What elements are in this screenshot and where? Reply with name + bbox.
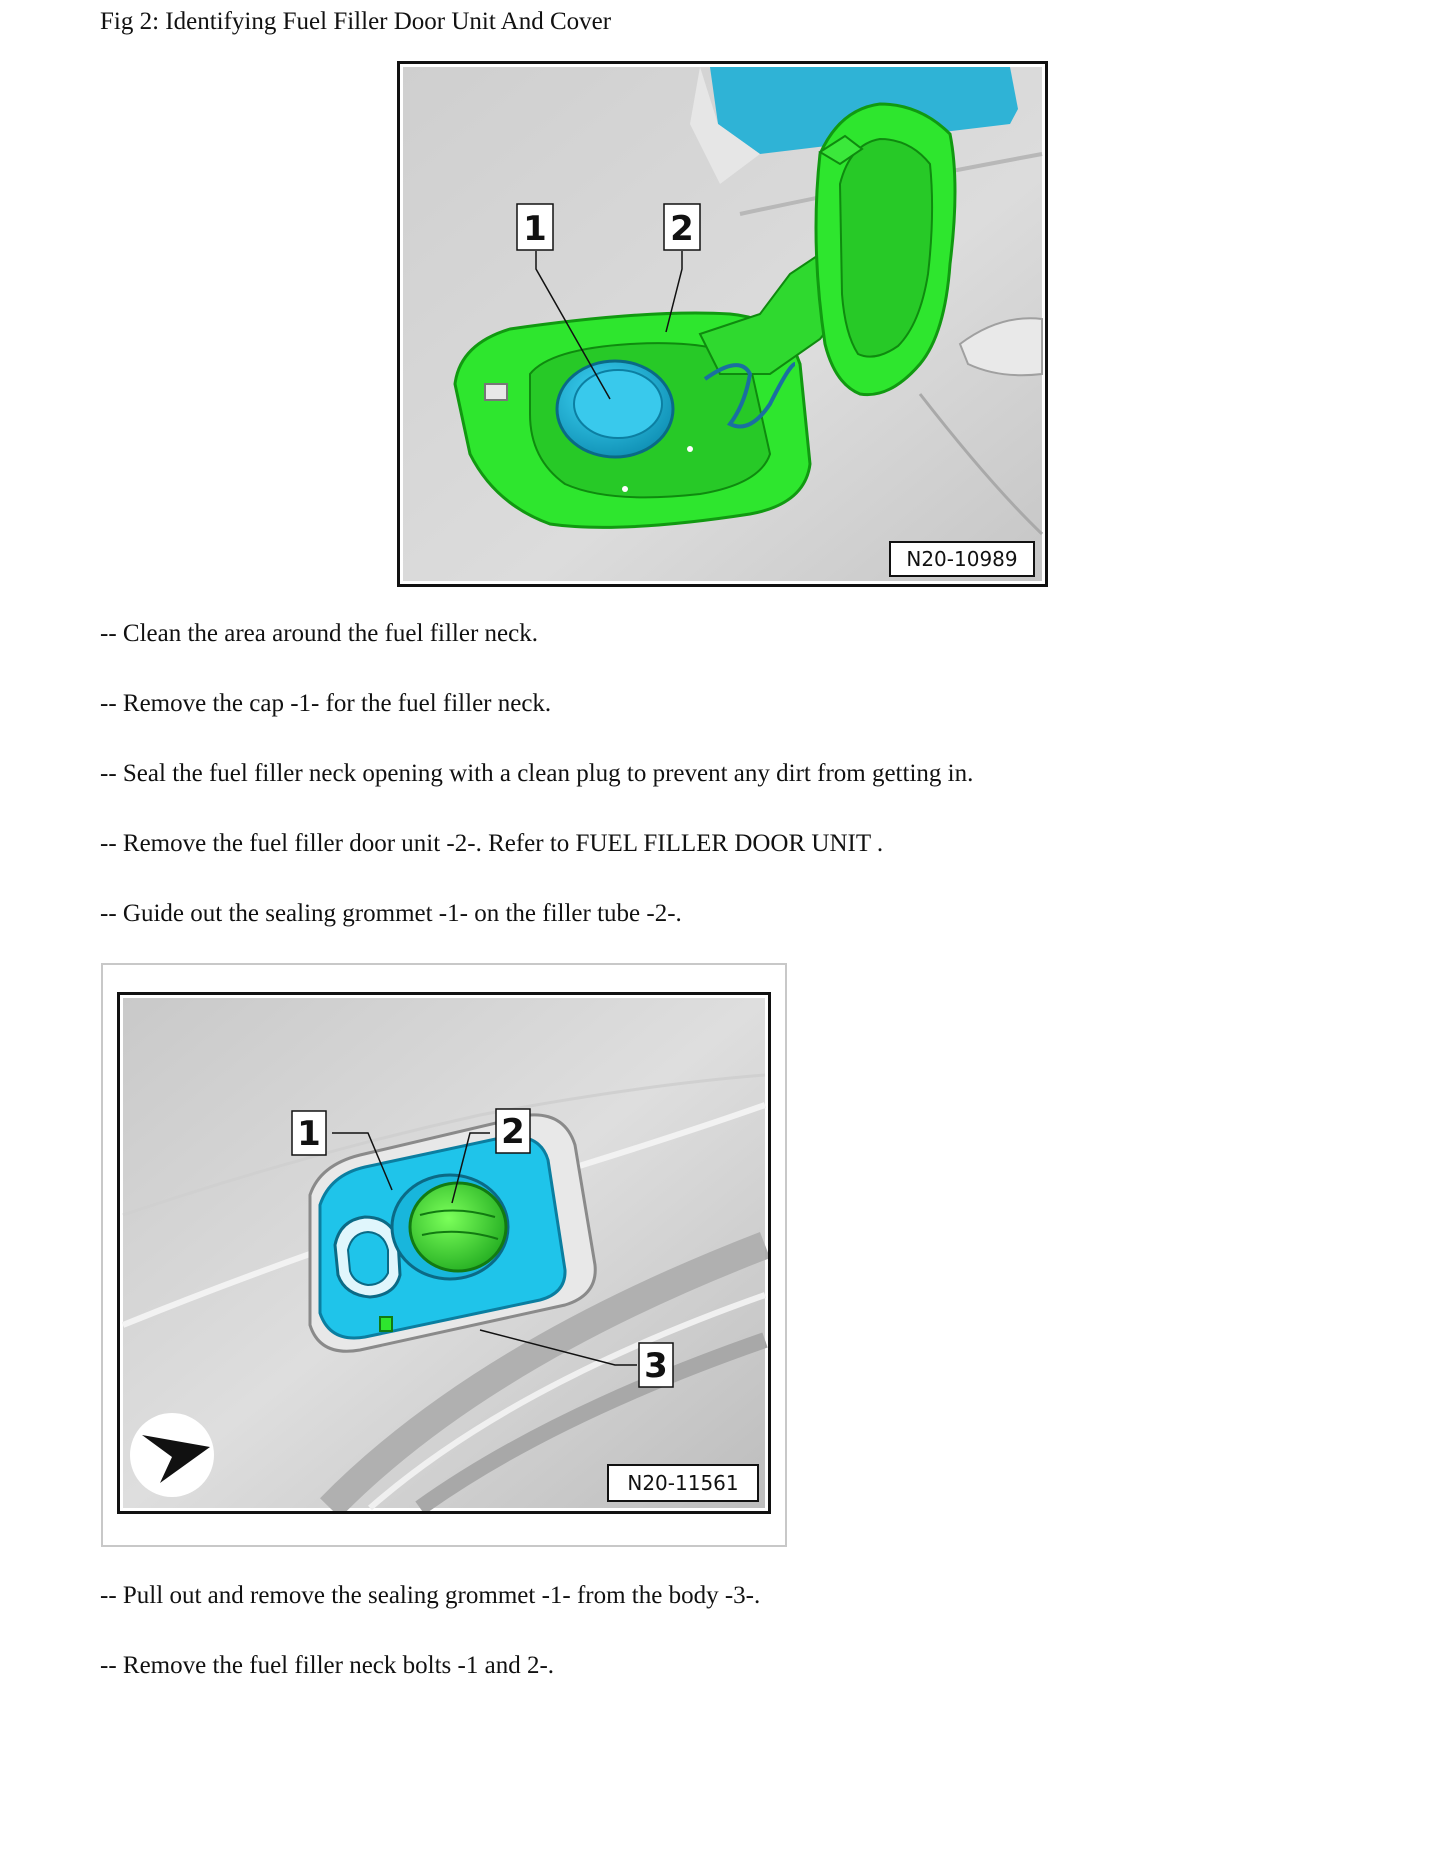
step-remove-grommet-from-body: -- Pull out and remove the sealing grommet -1- from the body -3-. bbox=[100, 1582, 761, 1609]
figure-2-frame bbox=[101, 963, 787, 1547]
step-remove-cap: -- Remove the cap -1- for the fuel filler neck. bbox=[100, 690, 552, 717]
callout-label-1: 1 bbox=[523, 209, 547, 249]
view-direction-icon bbox=[130, 1413, 214, 1497]
callout-label-2: 2 bbox=[670, 209, 694, 249]
figure-caption: Fig 2: Identifying Fuel Filler Door Unit And Cover bbox=[100, 8, 612, 35]
step-remove-neck-bolts: -- Remove the fuel filler neck bolts -1 and 2-. bbox=[100, 1652, 555, 1679]
figure-2-illustration bbox=[117, 992, 771, 1514]
step-seal-opening: -- Seal the fuel filler neck opening with a clean plug to prevent any dirt from getting in. bbox=[100, 760, 974, 787]
step-remove-door-unit: -- Remove the fuel filler door unit -2-. Refer to FUEL FILLER DOOR UNIT . bbox=[100, 830, 884, 857]
reference-code: N20-11561 bbox=[627, 1471, 739, 1495]
callout-label-3: 3 bbox=[644, 1346, 668, 1386]
figure-1-illustration bbox=[397, 61, 1048, 587]
callout-label-2: 2 bbox=[501, 1112, 525, 1152]
callout-label-1: 1 bbox=[297, 1114, 321, 1154]
step-clean-area: -- Clean the area around the fuel filler neck. bbox=[100, 620, 538, 647]
reference-code: N20-10989 bbox=[906, 547, 1018, 571]
step-guide-out-grommet: -- Guide out the sealing grommet -1- on the filler tube -2-. bbox=[100, 900, 682, 927]
